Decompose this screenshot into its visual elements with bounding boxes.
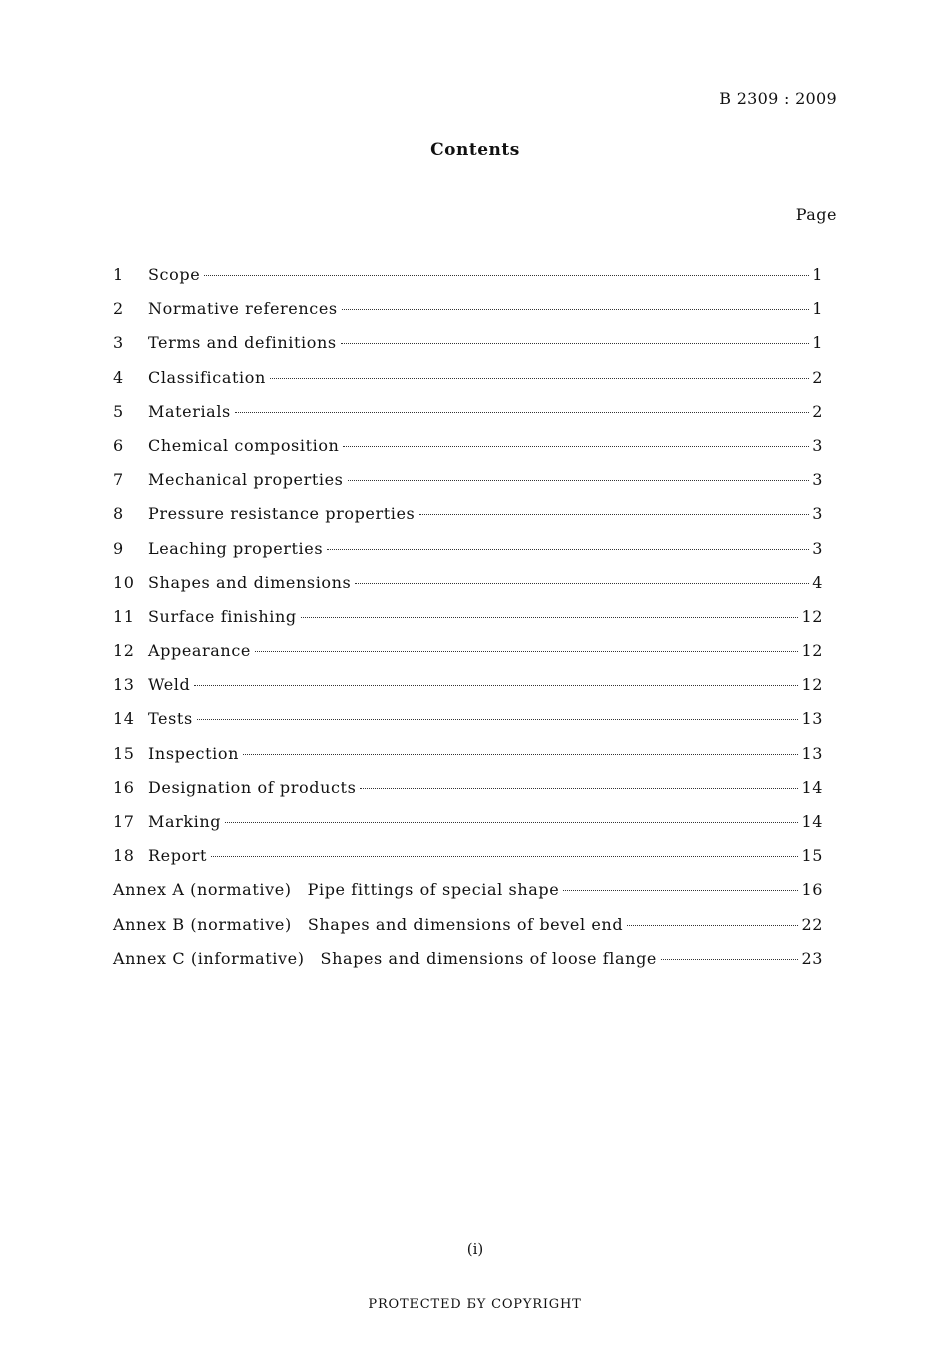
toc-entry-1[interactable] <box>113 265 823 299</box>
toc-entry-12[interactable] <box>113 641 823 675</box>
dot-leader <box>255 651 798 652</box>
dot-leader <box>243 754 798 755</box>
toc-entry-page: 13 <box>801 709 823 729</box>
toc-entry-number: 12 <box>113 641 135 661</box>
toc-entry-13[interactable] <box>113 675 823 709</box>
toc-entry-page: 3 <box>812 504 823 524</box>
toc-entry-title: Pressure resistance properties <box>148 504 416 524</box>
footer-page-number: (i) <box>466 1240 484 1258</box>
toc-entry-7[interactable] <box>113 470 823 504</box>
toc-entry-6[interactable] <box>113 436 823 470</box>
annex-page: 22 <box>801 914 823 934</box>
toc-entry-number: 8 <box>113 504 124 524</box>
annex-label: Annex C (informative) <box>113 948 305 968</box>
dot-leader <box>661 959 798 960</box>
toc-entry-page: 2 <box>812 367 823 387</box>
toc-entry-page: 3 <box>812 470 823 490</box>
dot-leader <box>194 685 798 686</box>
toc-entry-5[interactable] <box>113 402 823 436</box>
toc-entry-page: 12 <box>801 606 823 626</box>
toc-entry-page: 1 <box>812 265 823 284</box>
toc-entry-title: Mechanical properties <box>148 470 344 490</box>
toc-entry-4[interactable] <box>113 368 823 402</box>
toc-entry-title: Designation of products <box>148 777 357 797</box>
toc-entry-number: 5 <box>113 401 124 421</box>
toc-entry-number: 16 <box>113 777 135 797</box>
copyright-notice: PROTECTED БY COPYRIGHT <box>368 1297 582 1312</box>
dot-leader <box>327 549 809 550</box>
toc-entry-title: Terms and definitions <box>148 333 337 353</box>
toc-entry-page: 13 <box>801 743 823 763</box>
toc-entry-page: 15 <box>801 846 823 866</box>
dot-leader <box>197 719 799 720</box>
toc-entry-title: Weld <box>148 675 191 695</box>
toc-entry-number: 1 <box>113 265 124 284</box>
dot-leader <box>301 617 799 618</box>
toc-entry-title: Chemical composition <box>148 435 340 455</box>
dot-leader <box>235 412 809 413</box>
toc-entry-15[interactable] <box>113 744 823 778</box>
toc-entry-page: 3 <box>812 435 823 455</box>
dot-leader <box>270 378 809 379</box>
toc-entry-title: Scope <box>148 265 201 284</box>
dot-leader <box>627 925 798 926</box>
annex-label: Annex B (normative) <box>113 914 292 934</box>
toc-entry-title: Shapes and dimensions <box>148 572 352 592</box>
dot-leader <box>341 343 810 344</box>
dot-leader <box>355 583 809 584</box>
toc-entry-number: 14 <box>113 709 135 729</box>
toc-entry-16[interactable] <box>113 778 823 812</box>
toc-entry-17[interactable] <box>113 812 823 846</box>
dot-leader <box>211 856 798 857</box>
toc-entry-page: 12 <box>801 641 823 661</box>
toc-entry-page: 12 <box>801 675 823 695</box>
dot-leader <box>204 275 809 276</box>
toc-entry-page: 14 <box>801 777 823 797</box>
toc-entry-9[interactable] <box>113 539 823 573</box>
toc-entry-page: 3 <box>812 538 823 558</box>
dot-leader <box>360 788 798 789</box>
toc-entry-number: 7 <box>113 470 124 490</box>
dot-leader <box>343 446 809 447</box>
toc-entry-number: 9 <box>113 538 124 558</box>
toc-annex-c[interactable] <box>113 949 823 983</box>
dot-leader <box>563 890 798 891</box>
contents-title: Contents <box>430 140 520 160</box>
toc-entry-number: 18 <box>113 846 135 866</box>
toc-entry-title: Inspection <box>148 743 239 763</box>
dot-leader <box>419 514 809 515</box>
toc-entry-number: 6 <box>113 435 124 455</box>
toc-entry-title: Normative references <box>148 299 338 319</box>
toc-entry-14[interactable] <box>113 709 823 743</box>
toc-entry-page: 14 <box>801 812 823 831</box>
toc-entry-page: 1 <box>812 299 823 319</box>
toc-entry-18[interactable] <box>113 846 823 880</box>
toc-entry-title: Appearance <box>148 641 251 661</box>
toc-annex-a[interactable] <box>113 880 823 914</box>
toc-entry-title: Tests <box>148 709 193 729</box>
toc-entry-title: Surface finishing <box>148 606 297 626</box>
doc-number: B 2309 : 2009 <box>719 89 837 108</box>
annex-page: 23 <box>801 948 823 968</box>
toc-entry-number: 13 <box>113 675 135 695</box>
annex-title: Shapes and dimensions of loose flange <box>320 948 657 968</box>
toc-entry-11[interactable] <box>113 607 823 641</box>
annex-label: Annex A (normative) <box>113 880 292 900</box>
toc-entry-3[interactable] <box>113 333 823 367</box>
toc-entry-number: 3 <box>113 333 124 353</box>
annex-page: 16 <box>801 880 823 900</box>
toc-entry-number: 11 <box>113 606 135 626</box>
dot-leader <box>348 480 810 481</box>
annex-title: Pipe fittings of special shape <box>307 880 560 900</box>
toc-entry-10[interactable] <box>113 573 823 607</box>
toc-entry-number: 2 <box>113 299 124 319</box>
toc-entry-number: 15 <box>113 743 135 763</box>
toc-entry-number: 17 <box>113 812 135 831</box>
dot-leader <box>225 822 798 823</box>
toc-entry-2[interactable] <box>113 299 823 333</box>
toc-entry-page: 2 <box>812 401 823 421</box>
toc-entry-title: Marking <box>148 812 222 831</box>
toc-entry-title: Report <box>148 846 208 866</box>
toc-annex-b[interactable] <box>113 915 823 949</box>
annex-title: Shapes and dimensions of bevel end <box>307 914 624 934</box>
table-of-contents <box>113 265 823 983</box>
toc-entry-number: 10 <box>113 572 135 592</box>
toc-entry-page: 4 <box>812 572 823 592</box>
toc-entry-title: Materials <box>148 401 231 421</box>
toc-entry-title: Leaching properties <box>148 538 324 558</box>
dot-leader <box>342 309 810 310</box>
toc-entry-number: 4 <box>113 367 124 387</box>
page-column-heading: Page <box>795 205 837 224</box>
toc-entry-page: 1 <box>812 333 823 353</box>
toc-entry-title: Classification <box>148 367 266 387</box>
toc-entry-8[interactable] <box>113 504 823 538</box>
